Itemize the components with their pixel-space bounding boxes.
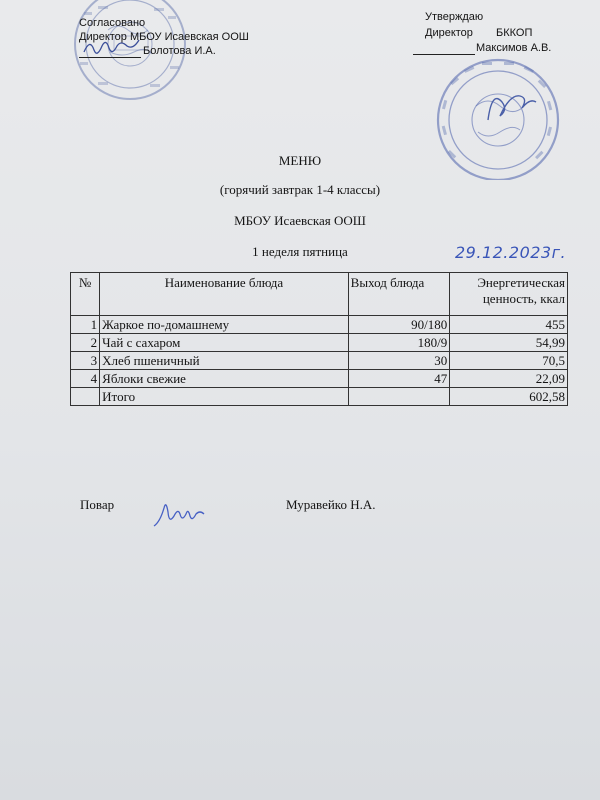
table-row — [71, 352, 568, 370]
confirmation-name: Максимов А.В. — [476, 42, 552, 54]
table-row — [71, 316, 568, 334]
row-energy: 22,09 — [450, 370, 568, 388]
row-energy: 455 — [450, 316, 568, 334]
table-total-row — [71, 388, 568, 406]
row-output: 180/9 — [348, 334, 450, 352]
row-output: 47 — [348, 370, 450, 388]
week-day: 1 неделя пятница — [252, 244, 348, 259]
row-dish-name: Хлеб пшеничный — [100, 352, 349, 370]
header-energy: Энергетическая ценность, ккал — [450, 273, 568, 316]
row-output: 30 — [348, 352, 450, 370]
cook-name: Муравейко Н.А. — [286, 497, 376, 512]
row-number: 3 — [71, 352, 100, 370]
confirmation-organization: БККОП — [496, 27, 533, 39]
total-label: Итого — [100, 388, 349, 406]
confirmation-position: Директор — [425, 27, 473, 39]
approval-name: Болотова И.А. — [143, 45, 216, 57]
approval-label: Согласовано — [79, 17, 146, 29]
row-number: 1 — [71, 316, 100, 334]
header-dish-name: Наименование блюда — [100, 273, 349, 316]
confirmation-signature — [482, 80, 542, 130]
approval-position: Директор МБОУ Исаевская ООШ — [79, 31, 249, 43]
approval-signature — [80, 36, 142, 60]
row-number: 4 — [71, 370, 100, 388]
row-energy: 70,5 — [450, 352, 568, 370]
header-output: Выход блюда — [348, 273, 450, 316]
table-row — [71, 334, 568, 352]
table-row — [71, 370, 568, 388]
row-dish-name: Жаркое по-домашнему — [100, 316, 349, 334]
table-header-row — [71, 273, 568, 316]
cook-signature — [150, 496, 212, 532]
confirmation-label: Утверждаю — [425, 11, 484, 23]
document-title: МЕНЮ — [278, 153, 322, 168]
row-dish-name: Яблоки свежие — [100, 370, 349, 388]
handwritten-date: 29.12.2023г. — [455, 243, 567, 262]
document-subtitle: (горячий завтрак 1-4 классы) — [219, 182, 381, 197]
row-dish-name: Чай с сахаром — [100, 334, 349, 352]
row-energy: 54,99 — [450, 334, 568, 352]
total-output-cell — [348, 388, 450, 406]
menu-table — [70, 272, 568, 406]
header-number: № — [71, 273, 100, 316]
cook-label: Повар — [80, 497, 115, 512]
row-number: 2 — [71, 334, 100, 352]
confirmation-signature-line — [413, 54, 475, 55]
total-energy: 602,58 — [450, 388, 568, 406]
school-name: МБОУ Исаевская ООШ — [234, 213, 366, 228]
row-output: 90/180 — [348, 316, 450, 334]
total-number-cell — [71, 388, 100, 406]
